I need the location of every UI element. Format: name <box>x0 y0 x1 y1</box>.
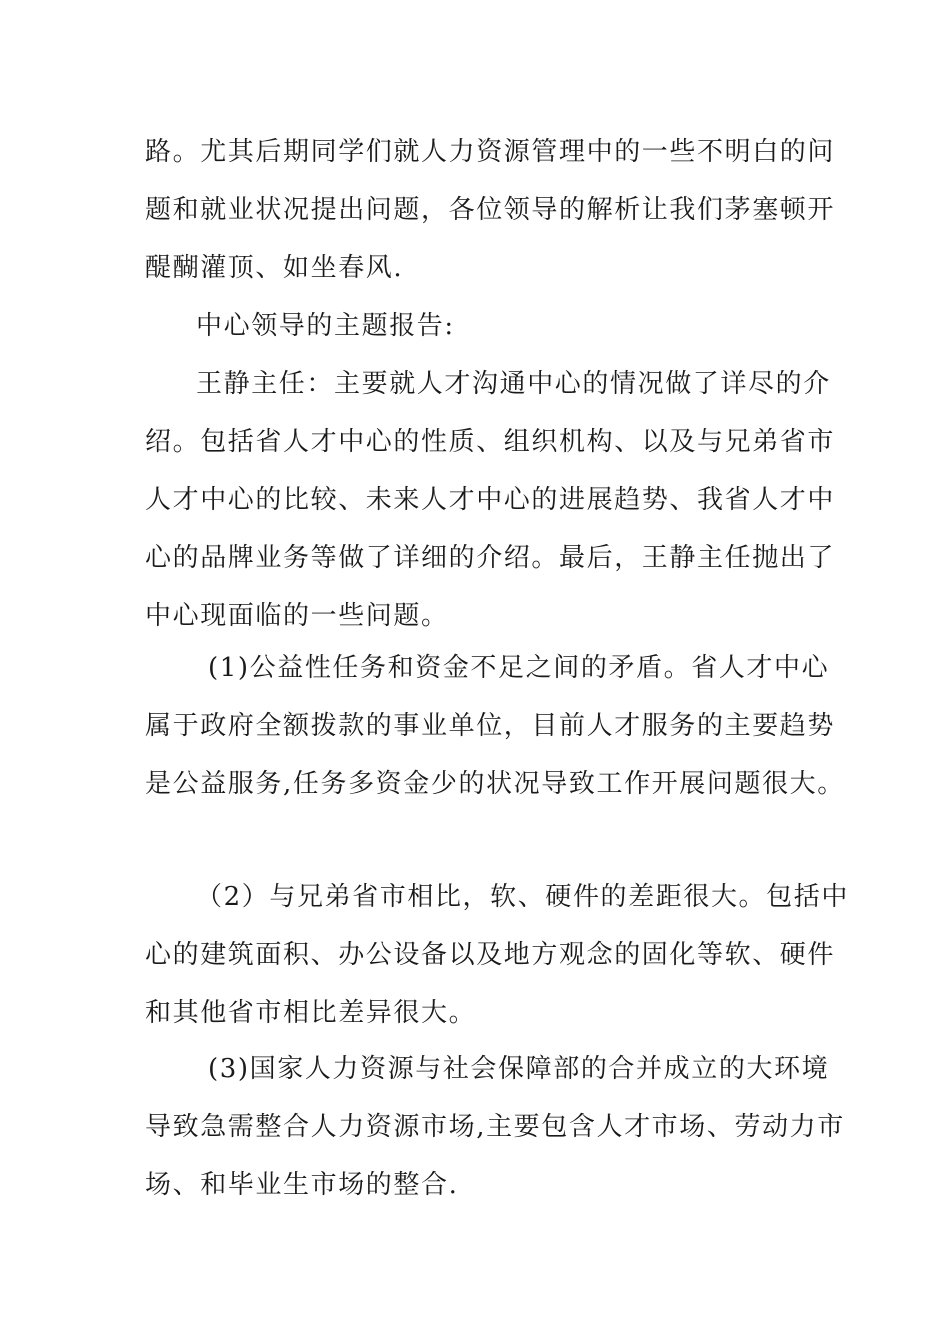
paragraph-line: 绍。包括省人才中心的性质、组织机构、以及与兄弟省市 <box>145 427 836 457</box>
list-item-line: 场、和毕业生市场的整合. <box>145 1170 459 1200</box>
list-item-line: 和其他省市相比差异很大。 <box>145 998 477 1028</box>
list-item-line: 属于政府全额拨款的事业单位，目前人才服务的主要趋势 <box>145 711 836 741</box>
paragraph-line: 题和就业状况提出问题，各位领导的解析让我们茅塞顿开 <box>145 195 836 225</box>
list-item-line: 心的建筑面积、办公设备以及地方观念的固化等软、硬件 <box>145 940 836 970</box>
list-item-line: 是公益服务,任务多资金少的状况导致工作开展问题很大。 <box>145 769 845 799</box>
paragraph-line: 王静主任：主要就人才沟通中心的情况做了详尽的介 <box>196 369 831 399</box>
paragraph-line: 人才中心的比较、未来人才中心的进展趋势、我省人才中 <box>145 485 836 515</box>
list-item-line: (1)公益性任务和资金不足之间的矛盾。省人才中心 <box>208 653 830 683</box>
list-item-line: (3)国家人力资源与社会保障部的合并成立的大环境 <box>208 1054 830 1084</box>
paragraph-line: 醍醐灌顶、如坐春风. <box>145 253 404 283</box>
section-heading: 中心领导的主题报告: <box>196 311 455 341</box>
paragraph-line: 心的品牌业务等做了详细的介绍。最后，王静主任抛出了 <box>145 543 836 573</box>
paragraph-line: 路。尤其后期同学们就人力资源管理中的一些不明白的问 <box>145 137 836 167</box>
list-item-line: 导致急需整合人力资源市场,主要包含人才市场、劳动力市 <box>145 1112 845 1142</box>
list-item-line: （2）与兄弟省市相比，软、硬件的差距很大。包括中 <box>196 882 849 912</box>
paragraph-line: 中心现面临的一些问题。 <box>145 601 449 631</box>
